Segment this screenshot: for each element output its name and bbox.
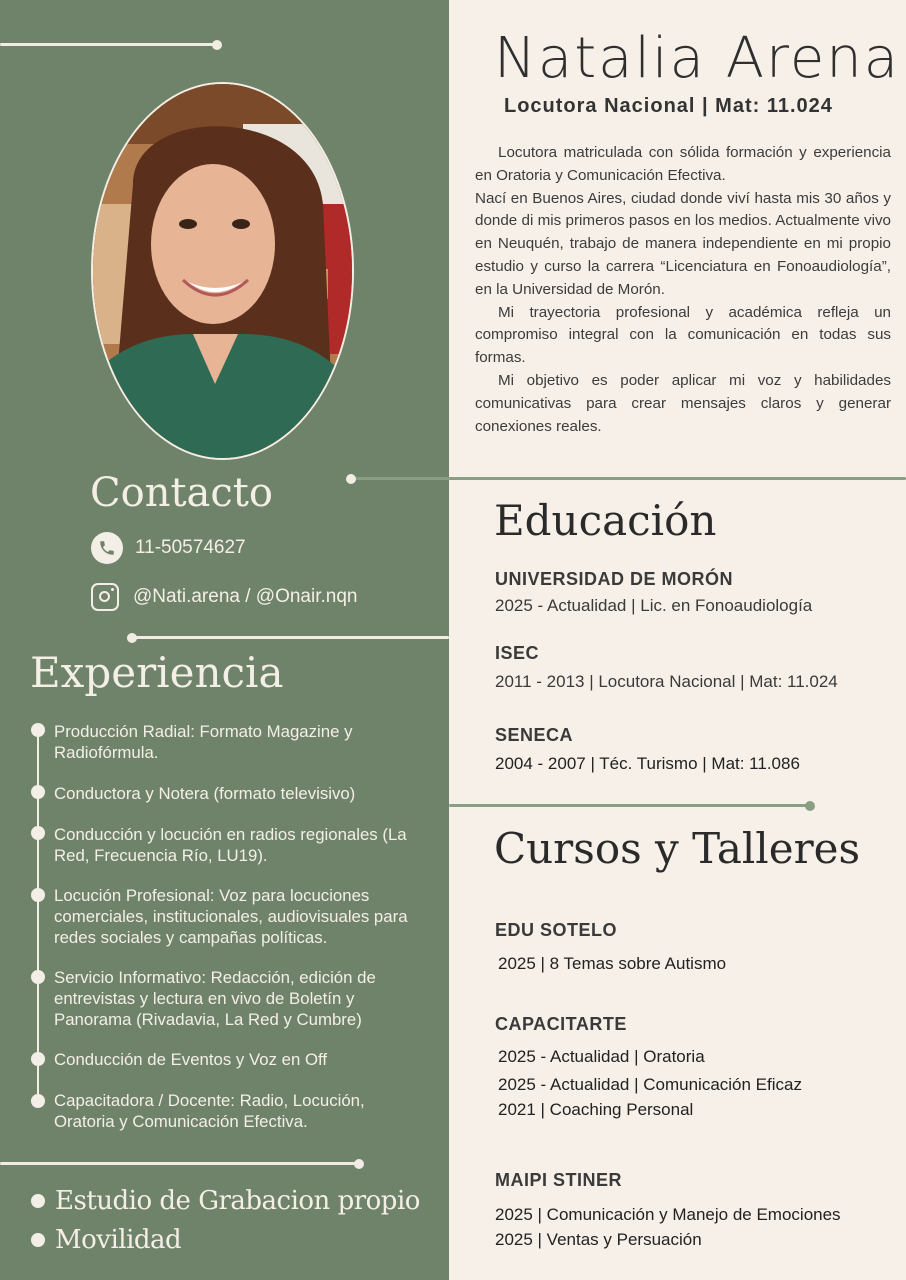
course-detail: 2021 | Coaching Personal bbox=[498, 1100, 694, 1119]
person-name: Natalia Arena bbox=[494, 26, 901, 91]
timeline-dot bbox=[31, 723, 45, 737]
contact-instagram bbox=[91, 583, 357, 611]
divider-dot bbox=[346, 474, 356, 484]
about-paragraph: Nací en Buenos Aires, ciudad donde viví hasta mis 30 años y donde di mis primeros pasos en los medios. Actualmente vivo en Neuquén, trabajo de manera independiente en mi propio estudio y curso la carrera “Licenciatura en Fonoaudiología”, en la Universidad de Morón. bbox=[475, 189, 891, 298]
divider-dot bbox=[212, 40, 222, 50]
timeline-dot bbox=[31, 826, 45, 840]
contact-phone bbox=[91, 532, 246, 564]
extra-label: Estudio de Grabacion propio bbox=[55, 1186, 420, 1216]
education-institution: ISEC bbox=[495, 643, 540, 663]
course-detail: 2025 - Actualidad | Oratoria bbox=[498, 1047, 705, 1066]
bullet-icon bbox=[31, 1194, 45, 1208]
course-detail: 2025 | 8 Temas sobre Autismo bbox=[498, 954, 727, 973]
experience-item: Conducción de Eventos y Voz en Off bbox=[54, 1050, 328, 1069]
divider-line bbox=[0, 1162, 358, 1165]
person-subtitle: Locutora Nacional | Mat: 11.024 bbox=[504, 95, 833, 117]
phone-number[interactable]: 11-50574627 bbox=[135, 537, 246, 558]
profile-photo bbox=[91, 82, 354, 460]
experience-item: Conducción y locución en radios regionales (La Red, Frecuencia Río, LU19). bbox=[54, 825, 407, 865]
education-detail: 2004 - 2007 | Téc. Turismo | Mat: 11.086 bbox=[495, 754, 800, 773]
about-paragraph: Mi trayectoria profesional y académica refleja un compromiso integral con la comunicación en todas sus formas. bbox=[475, 303, 891, 367]
courses-heading: Cursos y Talleres bbox=[494, 824, 861, 873]
bullet-icon bbox=[31, 1233, 45, 1247]
about-paragraph: Mi objetivo es poder aplicar mi voz y habilidades comunicativas para crear mensajes claros y generar conexiones reales. bbox=[475, 371, 891, 435]
course-detail: 2025 - Actualidad | Comunicación Eficaz bbox=[498, 1075, 802, 1094]
course-institution: MAIPI STINER bbox=[495, 1170, 623, 1190]
extra-label: Movilidad bbox=[55, 1225, 182, 1255]
experience-item: Capacitadora / Docente: Radio, Locución, Oratoria y Comunicación Efectiva. bbox=[54, 1091, 365, 1131]
timeline-dot bbox=[31, 1052, 45, 1066]
divider-line bbox=[449, 804, 809, 807]
divider-dot bbox=[805, 801, 815, 811]
experience-item: Producción Radial: Formato Magazine y Radiofórmula. bbox=[54, 722, 353, 762]
extra-item bbox=[31, 1186, 420, 1216]
experience-item: Conductora y Notera (formato televisivo) bbox=[54, 784, 356, 803]
course-institution: CAPACITARTE bbox=[495, 1014, 627, 1034]
experience-heading: Experiencia bbox=[30, 648, 284, 697]
experience-item: Servicio Informativo: Redacción, edición de entrevistas y lectura en vivo de Boletín y Panorama (Rivadavia, La Red y Cumbre) bbox=[54, 968, 376, 1029]
course-detail: 2025 | Ventas y Persuación bbox=[495, 1230, 702, 1249]
education-institution: SENECA bbox=[495, 725, 574, 745]
timeline-dot bbox=[31, 1094, 45, 1108]
contact-heading: Contacto bbox=[90, 470, 273, 516]
phone-icon bbox=[91, 532, 123, 564]
divider-line bbox=[131, 636, 449, 639]
divider-line bbox=[352, 477, 906, 480]
about-section bbox=[475, 142, 891, 438]
education-institution: UNIVERSIDAD DE MORÓN bbox=[495, 569, 734, 589]
education-detail: 2011 - 2013 | Locutora Nacional | Mat: 11.024 bbox=[495, 672, 838, 691]
about-paragraph: Locutora matriculada con sólida formación y experiencia en Oratoria y Comunicación Efectiva. bbox=[475, 144, 891, 184]
course-detail: 2025 | Comunicación y Manejo de Emociones bbox=[495, 1205, 841, 1224]
instagram-handles[interactable]: @Nati.arena / @Onair.nqn bbox=[133, 586, 358, 607]
divider-dot bbox=[127, 633, 137, 643]
extra-item bbox=[31, 1225, 181, 1255]
experience-item: Locución Profesional: Voz para locuciones comerciales, institucionales, audiovisuales para redes sociales y campañas políticas. bbox=[54, 886, 408, 947]
course-institution: EDU SOTELO bbox=[495, 920, 618, 940]
timeline-dot bbox=[31, 888, 45, 902]
education-detail: 2025 - Actualidad | Lic. en Fonoaudiología bbox=[495, 596, 813, 615]
divider-line bbox=[0, 43, 216, 46]
timeline-dot bbox=[31, 785, 45, 799]
timeline-dot bbox=[31, 970, 45, 984]
divider-dot bbox=[354, 1159, 364, 1169]
instagram-icon bbox=[91, 583, 119, 611]
education-heading: Educación bbox=[494, 496, 717, 545]
